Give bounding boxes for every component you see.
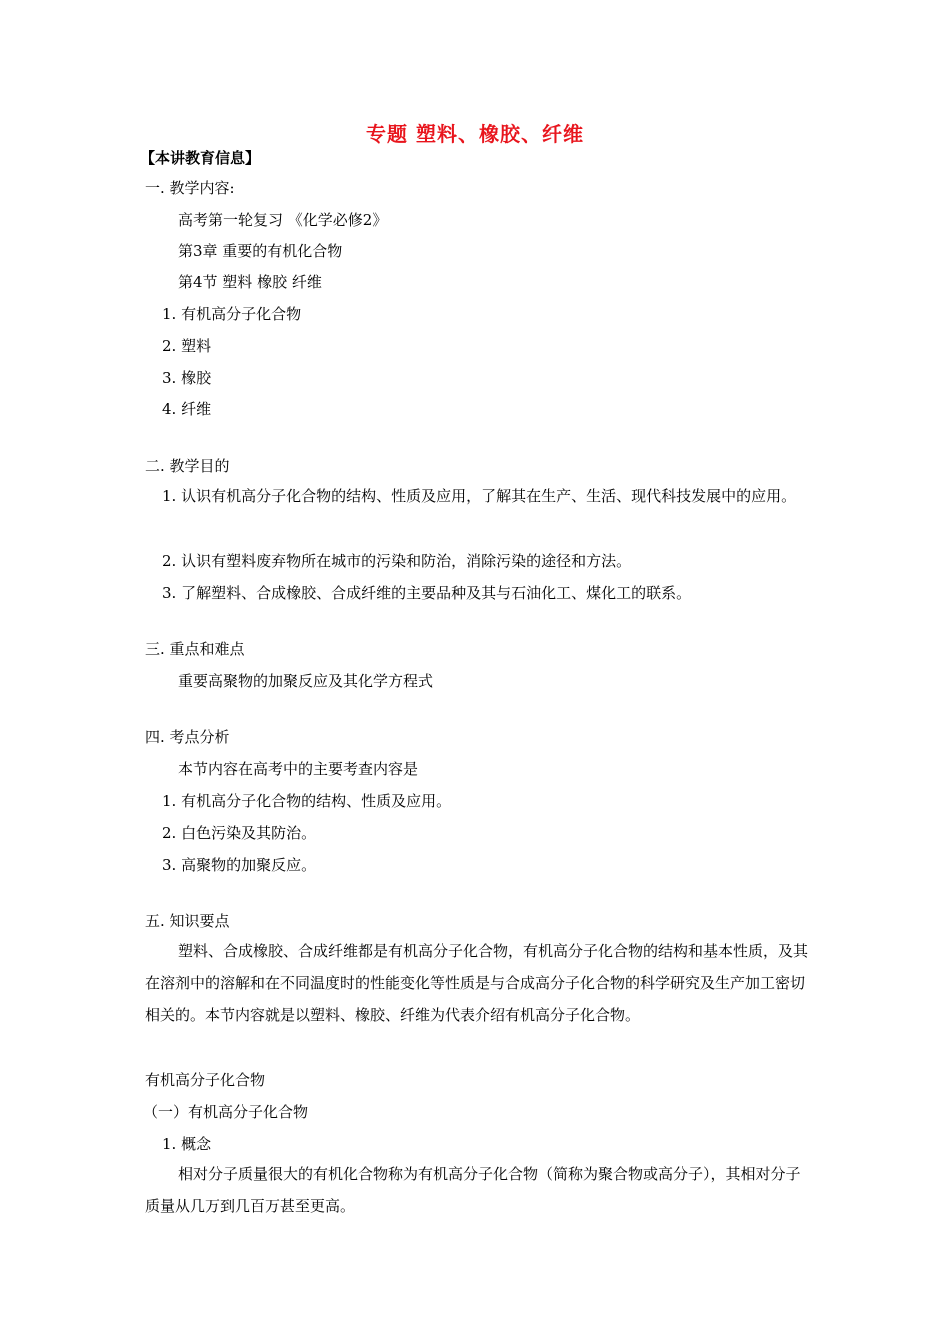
section-heading: 二. 教学目的: [145, 457, 230, 475]
section-heading: 一. 教学内容:: [145, 179, 235, 197]
list-item: 1. 概念: [162, 1135, 212, 1153]
content-line: 本节内容在高考中的主要考查内容是: [178, 760, 419, 778]
body-paragraph: 相对分子质量很大的有机化合物称为有机高分子化合物（简称为聚合物或高分子），其相对分子质量从几万到几百万甚至更高。: [145, 1165, 801, 1215]
list-item: 1. 有机高分子化合物: [162, 305, 302, 323]
section-heading: 三. 重点和难点: [145, 640, 245, 658]
page-title: 专题 塑料、橡胶、纤维: [366, 122, 584, 146]
list-item: 3. 了解塑料、合成橡胶、合成纤维的主要品种及其与石油化工、煤化工的联系。: [162, 584, 692, 602]
list-item: 1. 有机高分子化合物的结构、性质及应用。: [162, 792, 452, 810]
list-item: 2. 白色污染及其防治。: [162, 824, 317, 842]
subsection-heading: （一）有机高分子化合物: [143, 1103, 309, 1121]
content-line: 重要高聚物的加聚反应及其化学方程式: [178, 672, 434, 690]
section-heading: 五. 知识要点: [145, 912, 230, 930]
lesson-info-tag: 【本讲教育信息】: [140, 149, 261, 167]
section-heading: 四. 考点分析: [145, 728, 230, 746]
content-line: 第4节 塑料 橡胶 纤维: [178, 273, 322, 291]
content-line: 第3章 重要的有机化合物: [178, 242, 343, 260]
list-item: 2. 塑料: [162, 337, 212, 355]
content-line: 高考第一轮复习 《化学必修2》: [178, 211, 388, 229]
list-item: 3. 橡胶: [162, 369, 212, 387]
list-item: 2. 认识有塑料废弃物所在城市的污染和防治，消除污染的途径和方法。: [162, 552, 632, 570]
subsection-heading: 有机高分子化合物: [145, 1071, 266, 1089]
list-item: 3. 高聚物的加聚反应。: [162, 856, 317, 874]
body-paragraph: 塑料、合成橡胶、合成纤维都是有机高分子化合物，有机高分子化合物的结构和基本性质，及其在溶剂中的溶解和在不同温度时的性能变化等性质是与合成高分子化合物的科学研究及生产加工密切相关的。本节内容就是以塑料、橡胶、纤维为代表介绍有机高分子化合物。: [145, 942, 809, 1024]
list-item: 4. 纤维: [162, 400, 212, 418]
list-item: 1. 认识有机高分子化合物的结构、性质及应用，了解其在生产、生活、现代科技发展中的应用。: [162, 487, 797, 505]
